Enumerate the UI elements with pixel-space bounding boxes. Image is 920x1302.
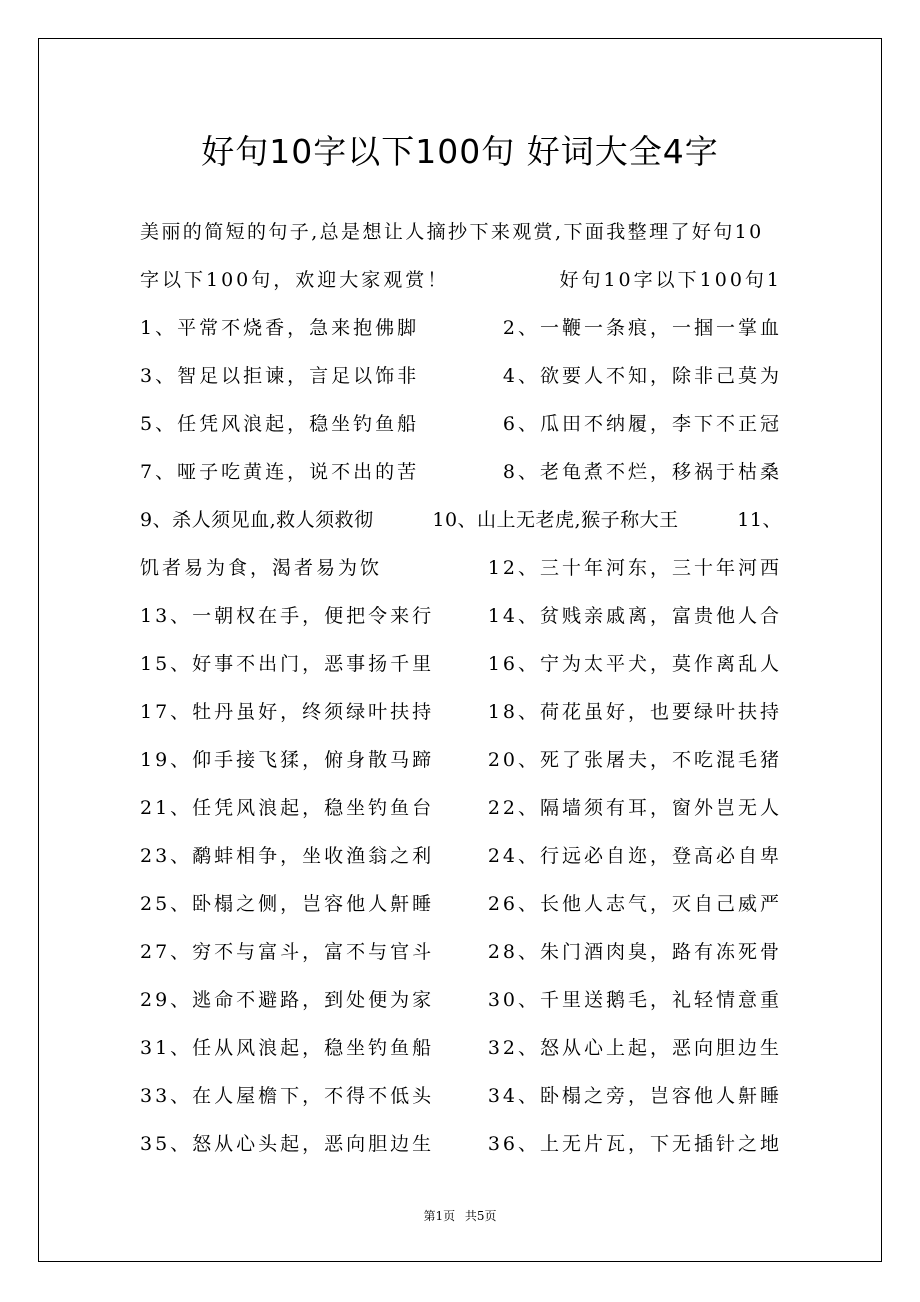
- sentence-left: 15、好事不出门，恶事扬千里: [140, 653, 435, 675]
- sentence-right: 24、行远必自迩，登高必自卑: [487, 845, 782, 867]
- intro-line-2-left: 字以下100句，欢迎大家观赏！: [140, 269, 450, 291]
- sentence-right: 32、怒从心上起，恶向胆边生: [487, 1037, 782, 1059]
- sentence-right: 22、隔墙须有耳，窗外岂无人: [487, 797, 782, 819]
- document-title: 好句10字以下100句 好词大全4字: [201, 132, 719, 171]
- sentence-right: 8、老龟煮不烂，移祸于枯桑: [502, 461, 782, 483]
- sentence-left: 3、智足以拒谏，言足以饰非: [140, 365, 420, 387]
- intro-line-2: [140, 265, 782, 295]
- sentence-row-9: [140, 697, 782, 727]
- sentence-row-5: [140, 505, 782, 535]
- sentence-left: 35、怒从心头起，恶向胆边生: [140, 1133, 435, 1155]
- sentence-left: 21、任凭风浪起，稳坐钓鱼台: [140, 797, 435, 819]
- sentence-row-1: [140, 313, 782, 343]
- sentence-row-15: [140, 985, 782, 1015]
- page-number-total: 共5页: [464, 1209, 497, 1223]
- sentence-row-14: [140, 937, 782, 967]
- sentence-11-number: 11、: [737, 509, 782, 531]
- sentence-left: 1、平常不烧香，急来抱佛脚: [140, 317, 420, 339]
- sentence-row-4: [140, 457, 782, 487]
- sentence-row-11: [140, 793, 782, 823]
- sentence-row-10: [140, 745, 782, 775]
- sentence-left: 19、仰手接飞猱，俯身散马蹄: [140, 749, 435, 771]
- sentence-row-6: [140, 553, 782, 583]
- intro-line-1: 美丽的简短的句子,总是想让人摘抄下来观赏,下面我整理了好句10: [140, 221, 764, 243]
- sentence-right: 28、朱门酒肉臭，路有冻死骨: [487, 941, 782, 963]
- sentence-right: 30、千里送鹅毛，礼轻情意重: [487, 989, 782, 1011]
- sentence-10: 10、山上无老虎,猴子称大王: [432, 509, 679, 531]
- sentence-right: 6、瓜田不纳履，李下不正冠: [502, 413, 782, 435]
- sentence-row-2: [140, 361, 782, 391]
- sentence-right: 2、一鞭一条痕，一掴一掌血: [502, 317, 782, 339]
- sentence-left: 29、逃命不避路，到处便为家: [140, 989, 435, 1011]
- sentence-right: 4、欲要人不知，除非己莫为: [502, 365, 782, 387]
- sentence-row-13: [140, 889, 782, 919]
- sentence-row-12: [140, 841, 782, 871]
- sentence-row-7: [140, 601, 782, 631]
- sentence-right: 14、贫贱亲戚离，富贵他人合: [487, 605, 782, 627]
- page-footer: [0, 1207, 920, 1224]
- sentence-right: 20、死了张屠夫，不吃混毛猪: [487, 749, 782, 771]
- sentence-left: 27、穷不与富斗，富不与官斗: [140, 941, 435, 963]
- sentence-right: 18、荷花虽好，也要绿叶扶持: [487, 701, 782, 723]
- sentence-left: 13、一朝权在手，便把令来行: [140, 605, 435, 627]
- sentence-left: 5、任凭风浪起，稳坐钓鱼船: [140, 413, 420, 435]
- sentence-left: 7、哑子吃黄连，说不出的苦: [140, 461, 420, 483]
- sentence-row-8: [140, 649, 782, 679]
- sentence-left: 31、任从风浪起，稳坐钓鱼船: [140, 1037, 435, 1059]
- sentence-left: 33、在人屋檐下，不得不低头: [140, 1085, 435, 1107]
- sentence-row-17: [140, 1081, 782, 1111]
- page-number-current: 第1页: [423, 1209, 456, 1223]
- intro-line-2-right: 好句10字以下100句1: [559, 269, 782, 291]
- sentence-row-16: [140, 1033, 782, 1063]
- sentence-11-text: 饥者易为食，渴者易为饮: [140, 557, 383, 579]
- sentence-right: 36、上无片瓦，下无插针之地: [487, 1133, 782, 1155]
- sentence-left: 23、鹬蚌相争，坐收渔翁之利: [140, 845, 435, 867]
- sentence-right: 34、卧榻之旁，岂容他人鼾睡: [487, 1085, 782, 1107]
- sentence-left: 17、牡丹虽好，终须绿叶扶持: [140, 701, 435, 723]
- sentence-right: 16、宁为太平犬，莫作离乱人: [487, 653, 782, 675]
- sentence-row-18: [140, 1129, 782, 1159]
- sentence-9: 9、杀人须见血,救人须救彻: [140, 509, 374, 531]
- sentence-row-3: [140, 409, 782, 439]
- sentence-right: 26、长他人志气，灭自己威严: [487, 893, 782, 915]
- sentence-12: 12、三十年河东，三十年河西: [487, 557, 782, 579]
- sentence-left: 25、卧榻之侧，岂容他人鼾睡: [140, 893, 435, 915]
